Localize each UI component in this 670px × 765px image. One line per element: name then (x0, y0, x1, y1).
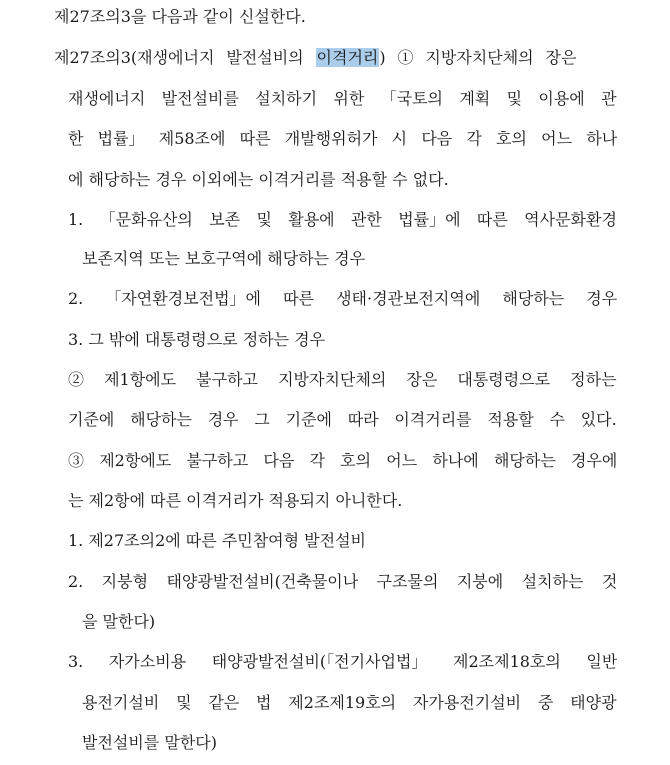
paragraph-1-line-4: 에 해당하는 경우 이외에는 이격거리를 적용할 수 없다. (68, 170, 449, 189)
sub-item-3-line-3: 발전설비를 말한다) (82, 733, 217, 752)
paragraph-2-line-1: ② 제1항에도 불구하고 지방자치단체의 장은 대통령령으로 정하는 (68, 370, 617, 389)
amendment-intro: 제27조의3을 다음과 같이 신설한다. (54, 7, 306, 26)
highlighted-text[interactable]: 이격거리 (316, 48, 379, 67)
article-heading-start: 제27조의3(재생에너지 발전설비의 (54, 48, 316, 67)
paragraph-3-line-2: 는 제2항에 따른 이격거리가 적용되지 아니한다. (68, 491, 403, 510)
article-heading-end: ) ① 지방자치단체의 장은 (379, 48, 577, 67)
paragraph-3-line-1: ③ 제2항에도 불구하고 다음 각 호의 어느 하나에 해당하는 경우에 (68, 451, 617, 470)
sub-item-3-line-2: 용전기설비 및 같은 법 제2조제19호의 자가용전기설비 중 태양광 (82, 693, 617, 712)
paragraph-2-line-2: 기준에 해당하는 경우 그 기준에 따라 이격거리를 적용할 수 있다. (68, 410, 617, 429)
paragraph-1-line-3: 한 법률」 제58조에 따른 개발행위허가 시 다음 각 호의 어느 하나 (68, 129, 617, 148)
item-1-line-2: 보존지역 또는 보호구역에 해당하는 경우 (82, 249, 366, 268)
item-3: 3. 그 밖에 대통령령으로 정하는 경우 (68, 330, 326, 349)
sub-item-1: 1. 제27조의2에 따른 주민참여형 발전설비 (68, 531, 366, 550)
item-2: 2. 「자연환경보전법」에 따른 생태·경관보전지역에 해당하는 경우 (68, 289, 617, 308)
sub-item-2-line-2: 을 말한다) (82, 612, 156, 631)
item-1-line-1: 1. 「문화유산의 보존 및 활용에 관한 법률」에 따른 역사문화환경 (68, 210, 617, 229)
paragraph-1-line-2: 재생에너지 발전설비를 설치하기 위한 「국토의 계획 및 이용에 관 (68, 89, 617, 108)
sub-item-3-line-1: 3. 자가소비용 태양광발전설비(「전기사업법」 제2조제18호의 일반 (68, 652, 617, 671)
article-heading (54, 48, 617, 70)
sub-item-2-line-1: 2. 지붕형 태양광발전설비(건축물이나 구조물의 지붕에 설치하는 것 (68, 572, 617, 591)
